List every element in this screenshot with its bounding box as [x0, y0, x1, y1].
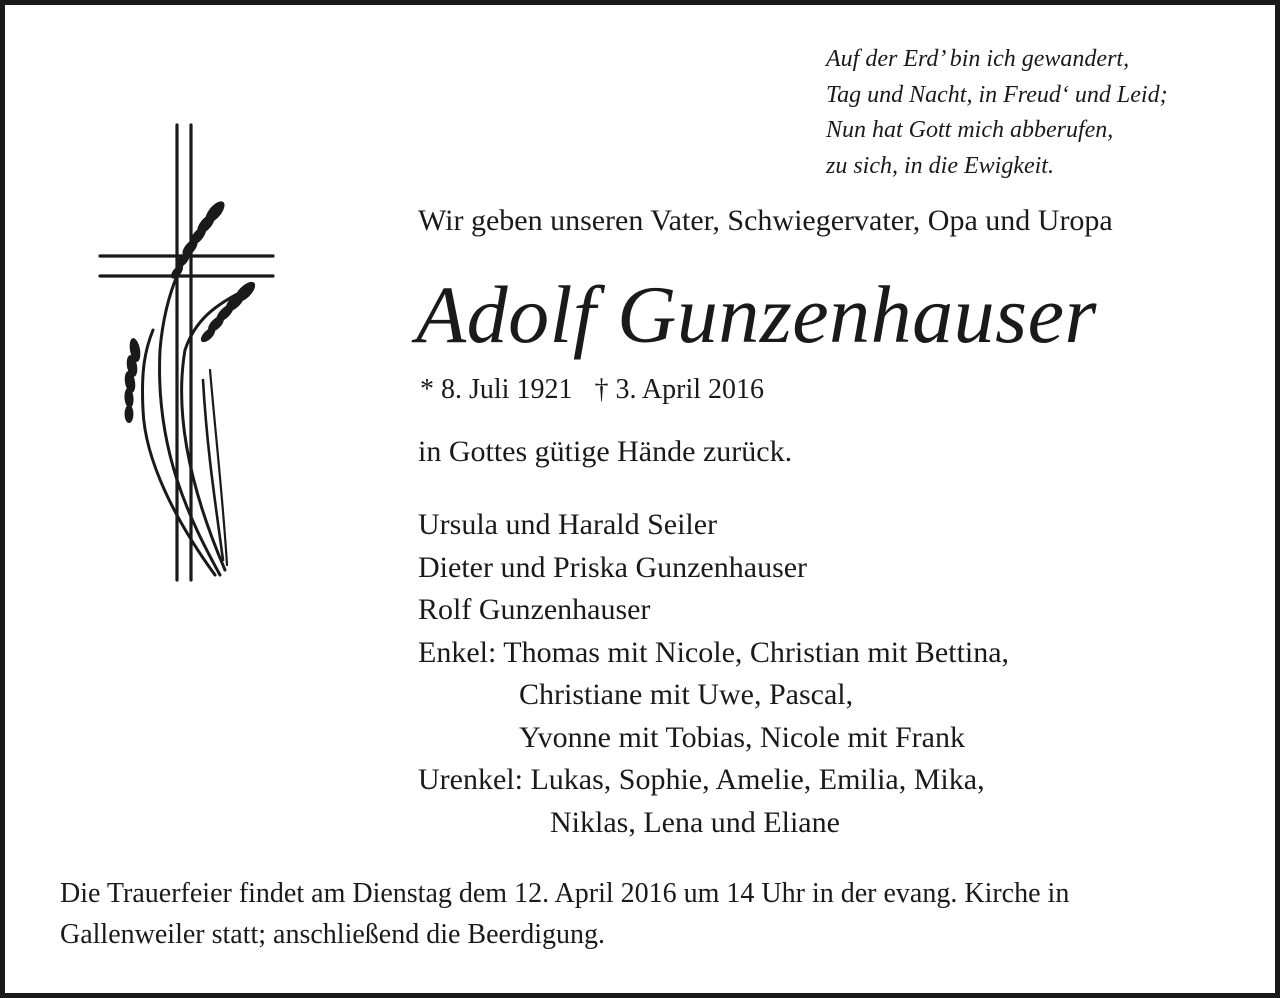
enkel-row — [418, 632, 1009, 675]
poem-line: Tag und Nacht, in Freud‘ und Leid; — [826, 81, 1168, 108]
poem-line: Nun hat Gott mich abberufen, — [826, 117, 1114, 143]
birth-date: * 8. Juli 1921 — [420, 374, 573, 405]
urenkel-names: Niklas, Lena und Eliane — [550, 805, 840, 839]
deceased-name: Adolf Gunzenhauser — [416, 269, 1097, 360]
intro-text: Wir geben unseren Vater, Schwiegervater, Opa und Uropa — [418, 204, 1113, 237]
death-date: † 3. April 2016 — [594, 374, 765, 405]
notice-line: Die Trauerfeier findet am Dienstag dem 12. April 2016 um 14 Uhr in der evang. Kirche in — [60, 878, 1070, 909]
family-member: Dieter und Priska Gunzenhauser — [418, 550, 808, 584]
urenkel-row — [418, 759, 1009, 802]
enkel-label: Enkel: — [418, 635, 497, 669]
poem-line: Auf der Erd’ bin ich gewandert, — [826, 46, 1130, 72]
enkel-names: Christiane mit Uwe, Pascal, — [519, 678, 854, 711]
urenkel-label: Urenkel: — [418, 763, 523, 796]
cross-with-wheat-icon — [95, 120, 280, 585]
family-member: Rolf Gunzenhauser — [418, 593, 651, 626]
enkel-names: Yvonne mit Tobias, Nicole mit Frank — [519, 720, 965, 754]
funeral-notice — [60, 873, 1240, 955]
poem — [826, 42, 1168, 184]
life-dates — [420, 374, 764, 406]
urenkel-names: Lukas, Sophie, Amelie, Emilia, Mika, — [530, 763, 985, 796]
notice-line: Gallenweiler statt; anschließend die Beerdigung. — [60, 919, 606, 950]
family-member: Ursula und Harald Seiler — [418, 508, 718, 541]
family-list — [418, 504, 1009, 844]
poem-line: zu sich, in die Ewigkeit. — [826, 152, 1054, 179]
enkel-names: Thomas mit Nicole, Christian mit Bettina, — [503, 635, 1010, 669]
closing-text: in Gottes gütige Hände zurück. — [418, 435, 793, 468]
